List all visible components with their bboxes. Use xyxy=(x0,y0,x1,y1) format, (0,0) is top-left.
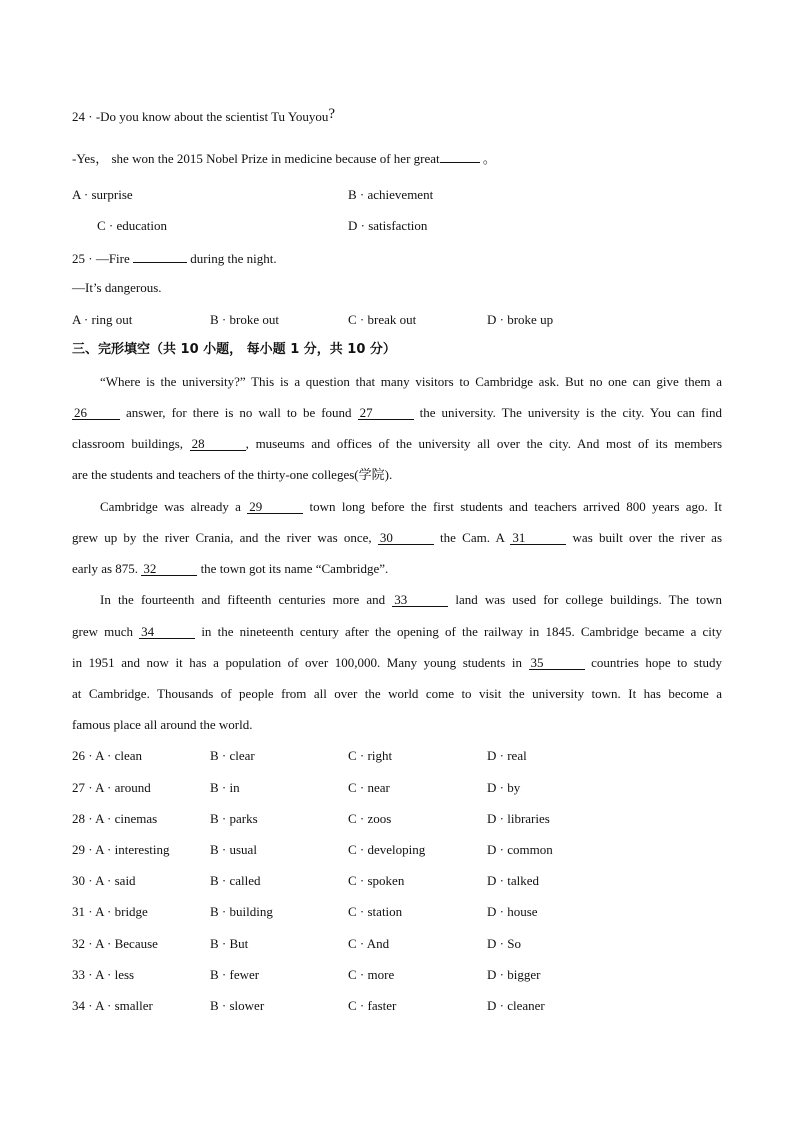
passage-line-7b: the town got its name “Cambridge”. xyxy=(197,561,389,576)
blank-35: 35 xyxy=(529,656,585,670)
q25-option-a: A · ring out xyxy=(72,312,133,327)
passage-line-6b: the Cam. A xyxy=(433,530,511,545)
passage-line-5a: Cambridge was already a xyxy=(100,499,248,514)
cloze-27-d: D · by xyxy=(487,780,521,795)
q24-option-c: C · education xyxy=(97,218,168,233)
cloze-28-a: 28 · A · cinemas xyxy=(72,811,158,826)
passage-line-8 xyxy=(100,593,722,607)
cloze-32-c: C · And xyxy=(348,936,390,951)
blank-27: 27 xyxy=(358,406,414,420)
cloze-28-d: D · libraries xyxy=(487,811,550,826)
blank-33: 33 xyxy=(392,593,448,607)
cloze-34-a: 34 · A · smaller xyxy=(72,998,153,1013)
passage-line-9b: in the nineteenth century after the opening of the railway in 1845. Cambridge became a city xyxy=(195,624,722,639)
blank-31: 31 xyxy=(510,531,566,545)
passage-line-10b: countries hope to study xyxy=(584,655,722,670)
q25-option-c: C · break out xyxy=(348,312,417,327)
passage-line-1: “Where is the university?” This is a question that many visitors to Cambridge ask. But no one can give them a xyxy=(100,374,722,389)
passage-line-8a: In the fourteenth and fifteenth centuries more and xyxy=(100,592,393,607)
cloze-30-d: D · talked xyxy=(487,873,539,888)
q24-stem-text: 24 · -Do you know about the scientist Tu Youyou xyxy=(72,109,329,124)
passage-line-9 xyxy=(72,625,722,639)
cloze-34-b: B · slower xyxy=(210,998,265,1013)
passage-line-11: at Cambridge. Thousands of people from all over the world come to visit the university town. It has become a xyxy=(72,686,722,701)
passage-line-8b: land was used for college buildings. The town xyxy=(448,592,722,607)
blank-34: 34 xyxy=(139,625,195,639)
passage-line-10 xyxy=(72,656,722,670)
cloze-28-c: C · zoos xyxy=(348,811,392,826)
cloze-33-d: D · bigger xyxy=(487,967,541,982)
cloze-30-c: C · spoken xyxy=(348,873,405,888)
q25-option-b: B · broke out xyxy=(210,312,279,327)
cloze-33-a: 33 · A · less xyxy=(72,967,135,982)
q25-option-d: D · broke up xyxy=(487,312,554,327)
q24-stem xyxy=(72,106,336,125)
passage-line-5b: town long before the first students and teachers arrived 800 years ago. It xyxy=(303,499,722,514)
cloze-32-b: B · But xyxy=(210,936,249,951)
q25-answer-blank xyxy=(133,250,187,263)
passage-line-12: famous place all around the world. xyxy=(72,717,253,732)
cloze-27-b: B · in xyxy=(210,780,240,795)
cloze-26-d: D · real xyxy=(487,748,527,763)
cloze-33-b: B · fewer xyxy=(210,967,260,982)
blank-29: 29 xyxy=(247,500,303,514)
cloze-27-a: 27 · A · around xyxy=(72,780,151,795)
cloze-26-b: B · clear xyxy=(210,748,255,763)
blank-30: 30 xyxy=(378,531,434,545)
cloze-31-b: B · building xyxy=(210,904,273,919)
q24-answer-blank xyxy=(440,150,480,163)
cloze-33-c: C · more xyxy=(348,967,395,982)
passage-line-9a: grew much xyxy=(72,624,140,639)
cloze-34-c: C · faster xyxy=(348,998,397,1013)
q24-question-mark: ? xyxy=(328,106,336,122)
cloze-28-b: B · parks xyxy=(210,811,258,826)
q24-reply-text: -Yes， she won the 2015 Nobel Prize in medicine because of her great xyxy=(72,151,440,166)
q24-reply xyxy=(72,150,496,165)
passage-line-10a: in 1951 and now it has a population of over 100,000. Many young students in xyxy=(72,655,529,670)
cloze-31-a: 31 · A · bridge xyxy=(72,904,148,919)
passage-line-3 xyxy=(72,437,722,451)
q25-stem-text: 25 · —Fire xyxy=(72,251,130,266)
blank-26: 26 xyxy=(72,406,120,420)
blank-28: 28 xyxy=(190,437,246,451)
cloze-31-c: C · station xyxy=(348,904,403,919)
cloze-32-a: 32 · A · Because xyxy=(72,936,158,951)
passage-line-6a: grew up by the river Crania, and the river was once, xyxy=(72,530,378,545)
passage-line-4: are the students and teachers of the thirty-one colleges(学院). xyxy=(72,467,393,482)
passage-line-5 xyxy=(100,500,722,514)
passage-line-6 xyxy=(72,531,722,545)
cloze-34-d: D · cleaner xyxy=(487,998,545,1013)
passage-line-7 xyxy=(72,562,722,576)
cloze-32-d: D · So xyxy=(487,936,521,951)
q24-reply-end: 。 xyxy=(479,151,496,166)
cloze-26-c: C · right xyxy=(348,748,393,763)
cloze-31-d: D · house xyxy=(487,904,538,919)
passage-line-2a: answer, for there is no wall to be found xyxy=(120,405,358,420)
q24-option-a: A · surprise xyxy=(72,187,133,202)
cloze-27-c: C · near xyxy=(348,780,390,795)
passage-line-7a: early as 875. xyxy=(72,561,142,576)
cloze-30-b: B · called xyxy=(210,873,261,888)
passage-line-3b: , museums and offices of the university all over the city. And most of its members xyxy=(245,436,723,451)
passage-line-3a: classroom buildings, xyxy=(72,436,190,451)
passage-line-2b: the university. The university is the city. You can find xyxy=(413,405,722,420)
q24-option-b: B · achievement xyxy=(348,187,434,202)
passage-line-6c: was built over the river as xyxy=(566,530,722,545)
cloze-26-a: 26 · A · clean xyxy=(72,748,143,763)
cloze-29-c: C · developing xyxy=(348,842,426,857)
q25-stem xyxy=(72,250,277,265)
passage-line-2 xyxy=(72,406,722,420)
blank-32: 32 xyxy=(141,562,197,576)
cloze-30-a: 30 · A · said xyxy=(72,873,136,888)
cloze-29-d: D · common xyxy=(487,842,553,857)
q24-option-d: D · satisfaction xyxy=(348,218,428,233)
cloze-29-b: B · usual xyxy=(210,842,257,857)
cloze-29-a: 29 · A · interesting xyxy=(72,842,170,857)
q25-reply: —It’s dangerous. xyxy=(72,280,162,295)
q25-stem-end: during the night. xyxy=(187,251,277,266)
section-title: 三、完形填空（共 10 小题， 每小题 1 分，共 10 分） xyxy=(72,342,396,357)
